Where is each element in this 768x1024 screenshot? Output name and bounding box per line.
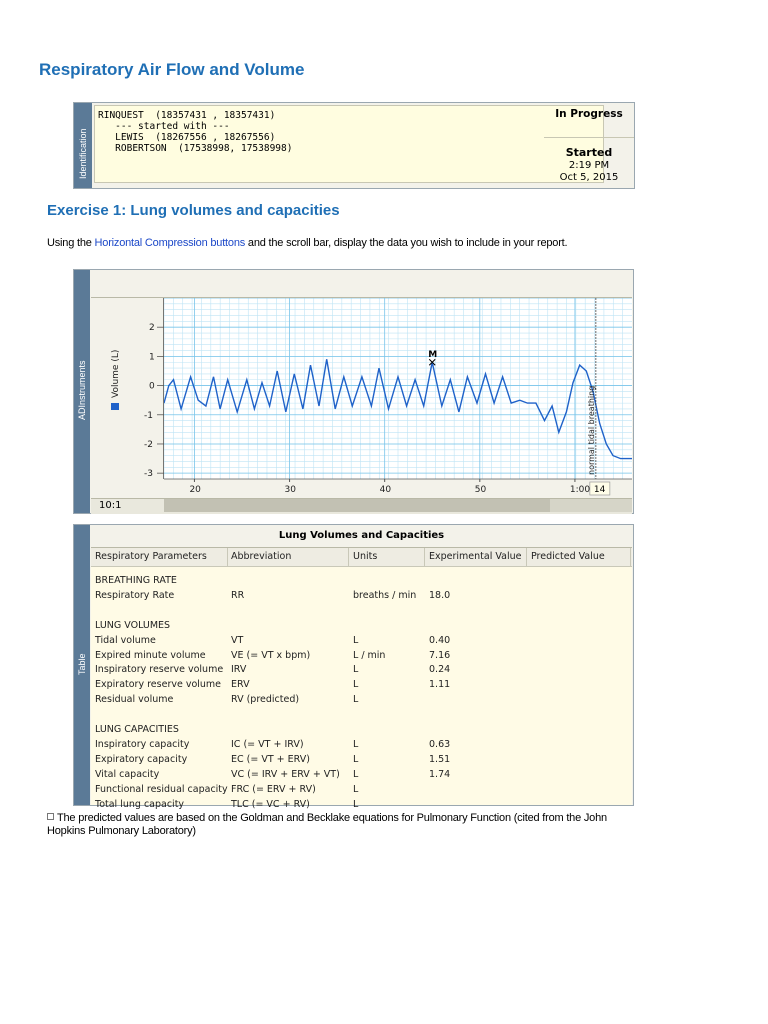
table-row <box>91 678 632 693</box>
cell-units: L <box>353 768 359 780</box>
identification-tab[interactable] <box>74 103 92 188</box>
table-row <box>91 738 632 753</box>
student-names <box>94 105 604 183</box>
cell-experimental-value: 1.11 <box>429 679 451 691</box>
table-row <box>91 663 632 678</box>
table-row <box>91 574 632 589</box>
intro-text-end: and the scroll bar, display the data you wish to include in your report. <box>245 237 568 249</box>
cell-units: L <box>353 738 359 750</box>
column-divider <box>630 548 631 566</box>
started-label: Started <box>565 146 613 159</box>
y-axis-label: Volume (L) <box>111 349 121 398</box>
compression-ratio[interactable]: 10:1 <box>99 500 122 511</box>
cell-experimental-value: 1.51 <box>429 753 451 765</box>
cell-abbreviation: VC (= IRV + ERV + VT) <box>231 768 340 780</box>
column-divider <box>424 548 425 566</box>
checkbox-icon <box>47 813 54 820</box>
horizontal-compression-link[interactable]: Horizontal Compression buttons <box>94 237 246 249</box>
table-row <box>91 604 632 619</box>
column-divider <box>348 548 349 566</box>
cell-experimental-value: 0.24 <box>429 664 451 676</box>
chart-panel <box>73 269 634 514</box>
y-tick-label: -1 <box>144 410 153 421</box>
cell-parameter: Residual volume <box>95 694 174 706</box>
cell-abbreviation: IRV <box>231 664 247 676</box>
cell-abbreviation: RR <box>231 589 245 601</box>
table-row <box>91 768 632 783</box>
header-abbreviation: Abbreviation <box>231 551 292 562</box>
status-label: In Progress <box>555 108 623 120</box>
header-respiratory-parameters: Respiratory Parameters <box>95 551 207 562</box>
cell-parameter: Expired minute volume <box>95 649 206 661</box>
x-tick-label: 50 <box>474 485 487 495</box>
cell-abbreviation: VT <box>231 634 244 646</box>
table-row <box>91 723 632 738</box>
header-experimental-value: Experimental Value <box>429 551 522 562</box>
data-table-panel <box>73 524 634 810</box>
table-row <box>91 619 632 634</box>
cell-units: L <box>353 664 359 676</box>
table-row <box>91 753 632 768</box>
footnote-text: The predicted values are based on the Goldman and Becklake equations for Pulmonary Function (cited from the John Hopkins Pulmonary Laboratory) <box>47 812 607 837</box>
student-line: ROBERTSON (17538998, 17538998) <box>98 143 293 154</box>
cell-experimental-value: 0.40 <box>429 634 451 646</box>
cell-units: L <box>353 753 359 765</box>
identification-panel <box>73 102 635 189</box>
table-row <box>91 783 632 798</box>
footnote <box>47 812 617 838</box>
y-tick-label: -2 <box>144 439 153 450</box>
intro-text-start: Using the <box>47 237 95 249</box>
channel-color-swatch <box>111 403 119 410</box>
table-title: Lung Volumes and Capacities <box>278 530 445 541</box>
annotation-label: normal tidal breathing <box>586 385 596 475</box>
cell-parameter: Expiratory capacity <box>95 753 188 765</box>
status-area <box>544 103 634 188</box>
cell-parameter: LUNG CAPACITIES <box>95 724 179 735</box>
table-row <box>91 634 632 649</box>
column-divider <box>227 548 228 566</box>
adinstruments-tab-label: ADInstruments <box>77 360 87 420</box>
table-tab[interactable] <box>74 525 90 805</box>
cell-abbreviation: TLC (= VC + RV) <box>231 798 310 810</box>
student-line: RINQUEST (18357431 , 18357431) <box>98 110 276 121</box>
table-row <box>91 708 632 723</box>
cell-experimental-value: 1.74 <box>429 768 451 780</box>
student-line: --- started with --- <box>98 121 230 132</box>
marker-label: M <box>428 350 438 361</box>
cell-parameter: Total lung capacity <box>95 798 185 810</box>
cell-abbreviation: EC (= VT + ERV) <box>231 753 310 765</box>
cell-parameter: Vital capacity <box>95 768 160 780</box>
y-tick-label: -3 <box>144 469 153 480</box>
page-title: Respiratory Air Flow and Volume <box>39 60 305 79</box>
cell-experimental-value: 7.16 <box>429 649 451 661</box>
chart-toolbar <box>91 270 632 298</box>
cell-parameter: Expiratory reserve volume <box>95 679 222 691</box>
y-tick-label: 0 <box>149 381 155 392</box>
time-readout: 14 <box>593 485 606 495</box>
cell-experimental-value: 0.63 <box>429 738 451 750</box>
cell-experimental-value: 18.0 <box>429 589 451 601</box>
started-date: Oct 5, 2015 <box>559 172 619 183</box>
cell-units: L <box>353 798 359 810</box>
cell-parameter: BREATHING RATE <box>95 575 177 586</box>
header-predicted-value: Predicted Value <box>531 551 605 562</box>
cell-parameter: Inspiratory reserve volume <box>95 664 224 676</box>
cell-units: L <box>353 634 359 646</box>
table-row <box>91 649 632 664</box>
cell-parameter: LUNG VOLUMES <box>95 619 171 631</box>
y-tick-label: 2 <box>149 323 155 334</box>
cell-abbreviation: FRC (= ERV + RV) <box>231 783 316 795</box>
y-ticks <box>144 298 164 479</box>
cell-abbreviation: IC (= VT + IRV) <box>231 738 304 750</box>
cell-units: L / min <box>353 649 386 661</box>
divider <box>544 137 634 138</box>
cell-parameter: Respiratory Rate <box>95 589 175 601</box>
table-tab-label: Table <box>77 653 87 675</box>
y-axis-area <box>91 298 164 498</box>
table-row <box>91 589 632 604</box>
column-divider <box>526 548 527 566</box>
identification-tab-label: Identification <box>78 128 88 179</box>
y-tick-label: 1 <box>149 352 155 363</box>
started-time: 2:19 PM <box>568 160 610 171</box>
data-table <box>91 547 632 810</box>
x-axis-area <box>164 479 632 498</box>
table-header-row <box>91 548 632 567</box>
table-row <box>91 798 632 813</box>
x-tick-label: 30 <box>284 485 297 495</box>
table-row <box>91 693 632 708</box>
cell-parameter: Tidal volume <box>95 634 156 646</box>
cell-parameter: Functional residual capacity <box>95 783 228 795</box>
cell-units: L <box>353 783 359 795</box>
exercise-title: Exercise 1: Lung volumes and capacities <box>47 202 340 219</box>
volume-plot[interactable] <box>164 298 632 498</box>
student-line: LEWIS (18267556 , 18267556) <box>98 132 276 143</box>
x-tick-label: 40 <box>379 485 392 495</box>
y-axis-svg <box>91 298 164 498</box>
adinstruments-tab[interactable] <box>74 270 90 513</box>
x-tick-label: 20 <box>189 485 201 495</box>
cell-abbreviation: ERV <box>231 679 250 691</box>
cell-abbreviation: VE (= VT x bpm) <box>231 649 311 661</box>
cell-units: L <box>353 694 359 706</box>
cell-abbreviation: RV (predicted) <box>231 694 300 706</box>
cell-units: breaths / min <box>353 589 417 601</box>
x-tick-label: 1:00 <box>569 485 591 495</box>
intro-text <box>47 237 567 249</box>
scrollbar-thumb[interactable] <box>164 499 550 512</box>
header-units: Units <box>353 551 378 562</box>
cell-parameter: Inspiratory capacity <box>95 738 190 750</box>
cell-units: L <box>353 679 359 691</box>
